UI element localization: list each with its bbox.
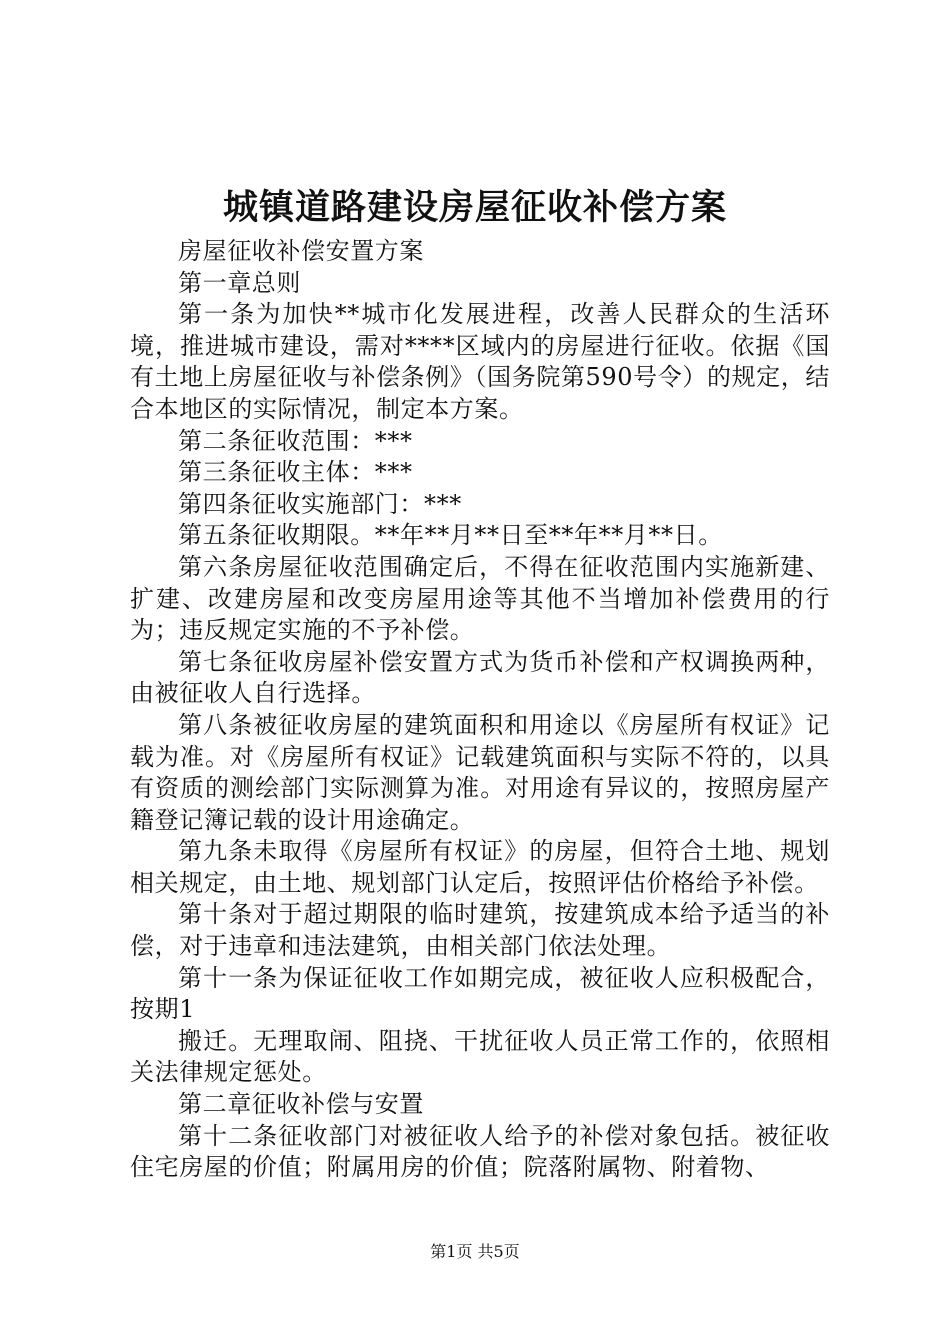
paragraph: 搬迁。无理取闹、阻挠、干扰征收人员正常工作的，依照相关法律规定惩处。 xyxy=(130,1026,830,1087)
paragraph: 第十二条征收部门对被征收人给予的补偿对象包括。被征收住宅房屋的价值；附属用房的价值；院落附属物、附着物、 xyxy=(130,1121,830,1182)
paragraph: 房屋征收补偿安置方案 xyxy=(178,237,424,265)
paragraph: 第四条征收实施部门：*** xyxy=(178,489,462,518)
document-body xyxy=(130,236,830,1184)
paragraph: 第十条对于超过期限的临时建筑，按建筑成本给予适当的补偿，对于违章和违法建筑，由相关部门依法处理。 xyxy=(130,900,830,961)
chapter-heading: 第二章征收补偿与安置 xyxy=(178,1090,424,1119)
document-title: 城镇道路建设房屋征收补偿方案 xyxy=(222,188,727,228)
paragraph: 第八条被征收房屋的建筑面积和用途以《房屋所有权证》记载为准。对《房屋所有权证》记载建筑面积与实际不符的，以具有资质的测绘部门实际测算为准。对用途有异议的，按照房屋产籍登记簿记载的设计用途确定。 xyxy=(130,710,830,834)
paragraph: 第五条征收期限。**年**月**日至**年**月**日。 xyxy=(178,521,723,550)
paragraph: 第七条征收房屋补偿安置方式为货币补偿和产权调换两种，由被征收人自行选择。 xyxy=(130,647,830,708)
paragraph: 第九条未取得《房屋所有权证》的房屋，但符合土地、规划相关规定，由土地、规划部门认定后，按照评估价格给予补偿。 xyxy=(130,837,830,897)
paragraph: 第一条为加快**城市化发展进程，改善人民群众的生活环境，推进城市建设，需对****区域内的房屋进行征收。依据《国有土地上房屋征收与补偿条例》（国务院第590号令）的规定，结合本地区的实际情况，制定本方案。 xyxy=(130,300,830,423)
paragraph: 第二条征收范围：*** xyxy=(178,426,413,455)
paragraph: 第十一条为保证征收工作如期完成，被征收人应积极配合，按期1 xyxy=(130,963,830,1024)
paragraph: 第六条房屋征收范围确定后，不得在征收范围内实施新建、扩建、改建房屋和改变房屋用途等其他不当增加补偿费用的行为；违反规定实施的不予补偿。 xyxy=(130,552,830,645)
paragraph: 第三条征收主体：*** xyxy=(178,458,413,487)
chapter-heading: 第一章总则 xyxy=(178,268,301,297)
page-footer: 第1页 共5页 xyxy=(430,1242,520,1261)
